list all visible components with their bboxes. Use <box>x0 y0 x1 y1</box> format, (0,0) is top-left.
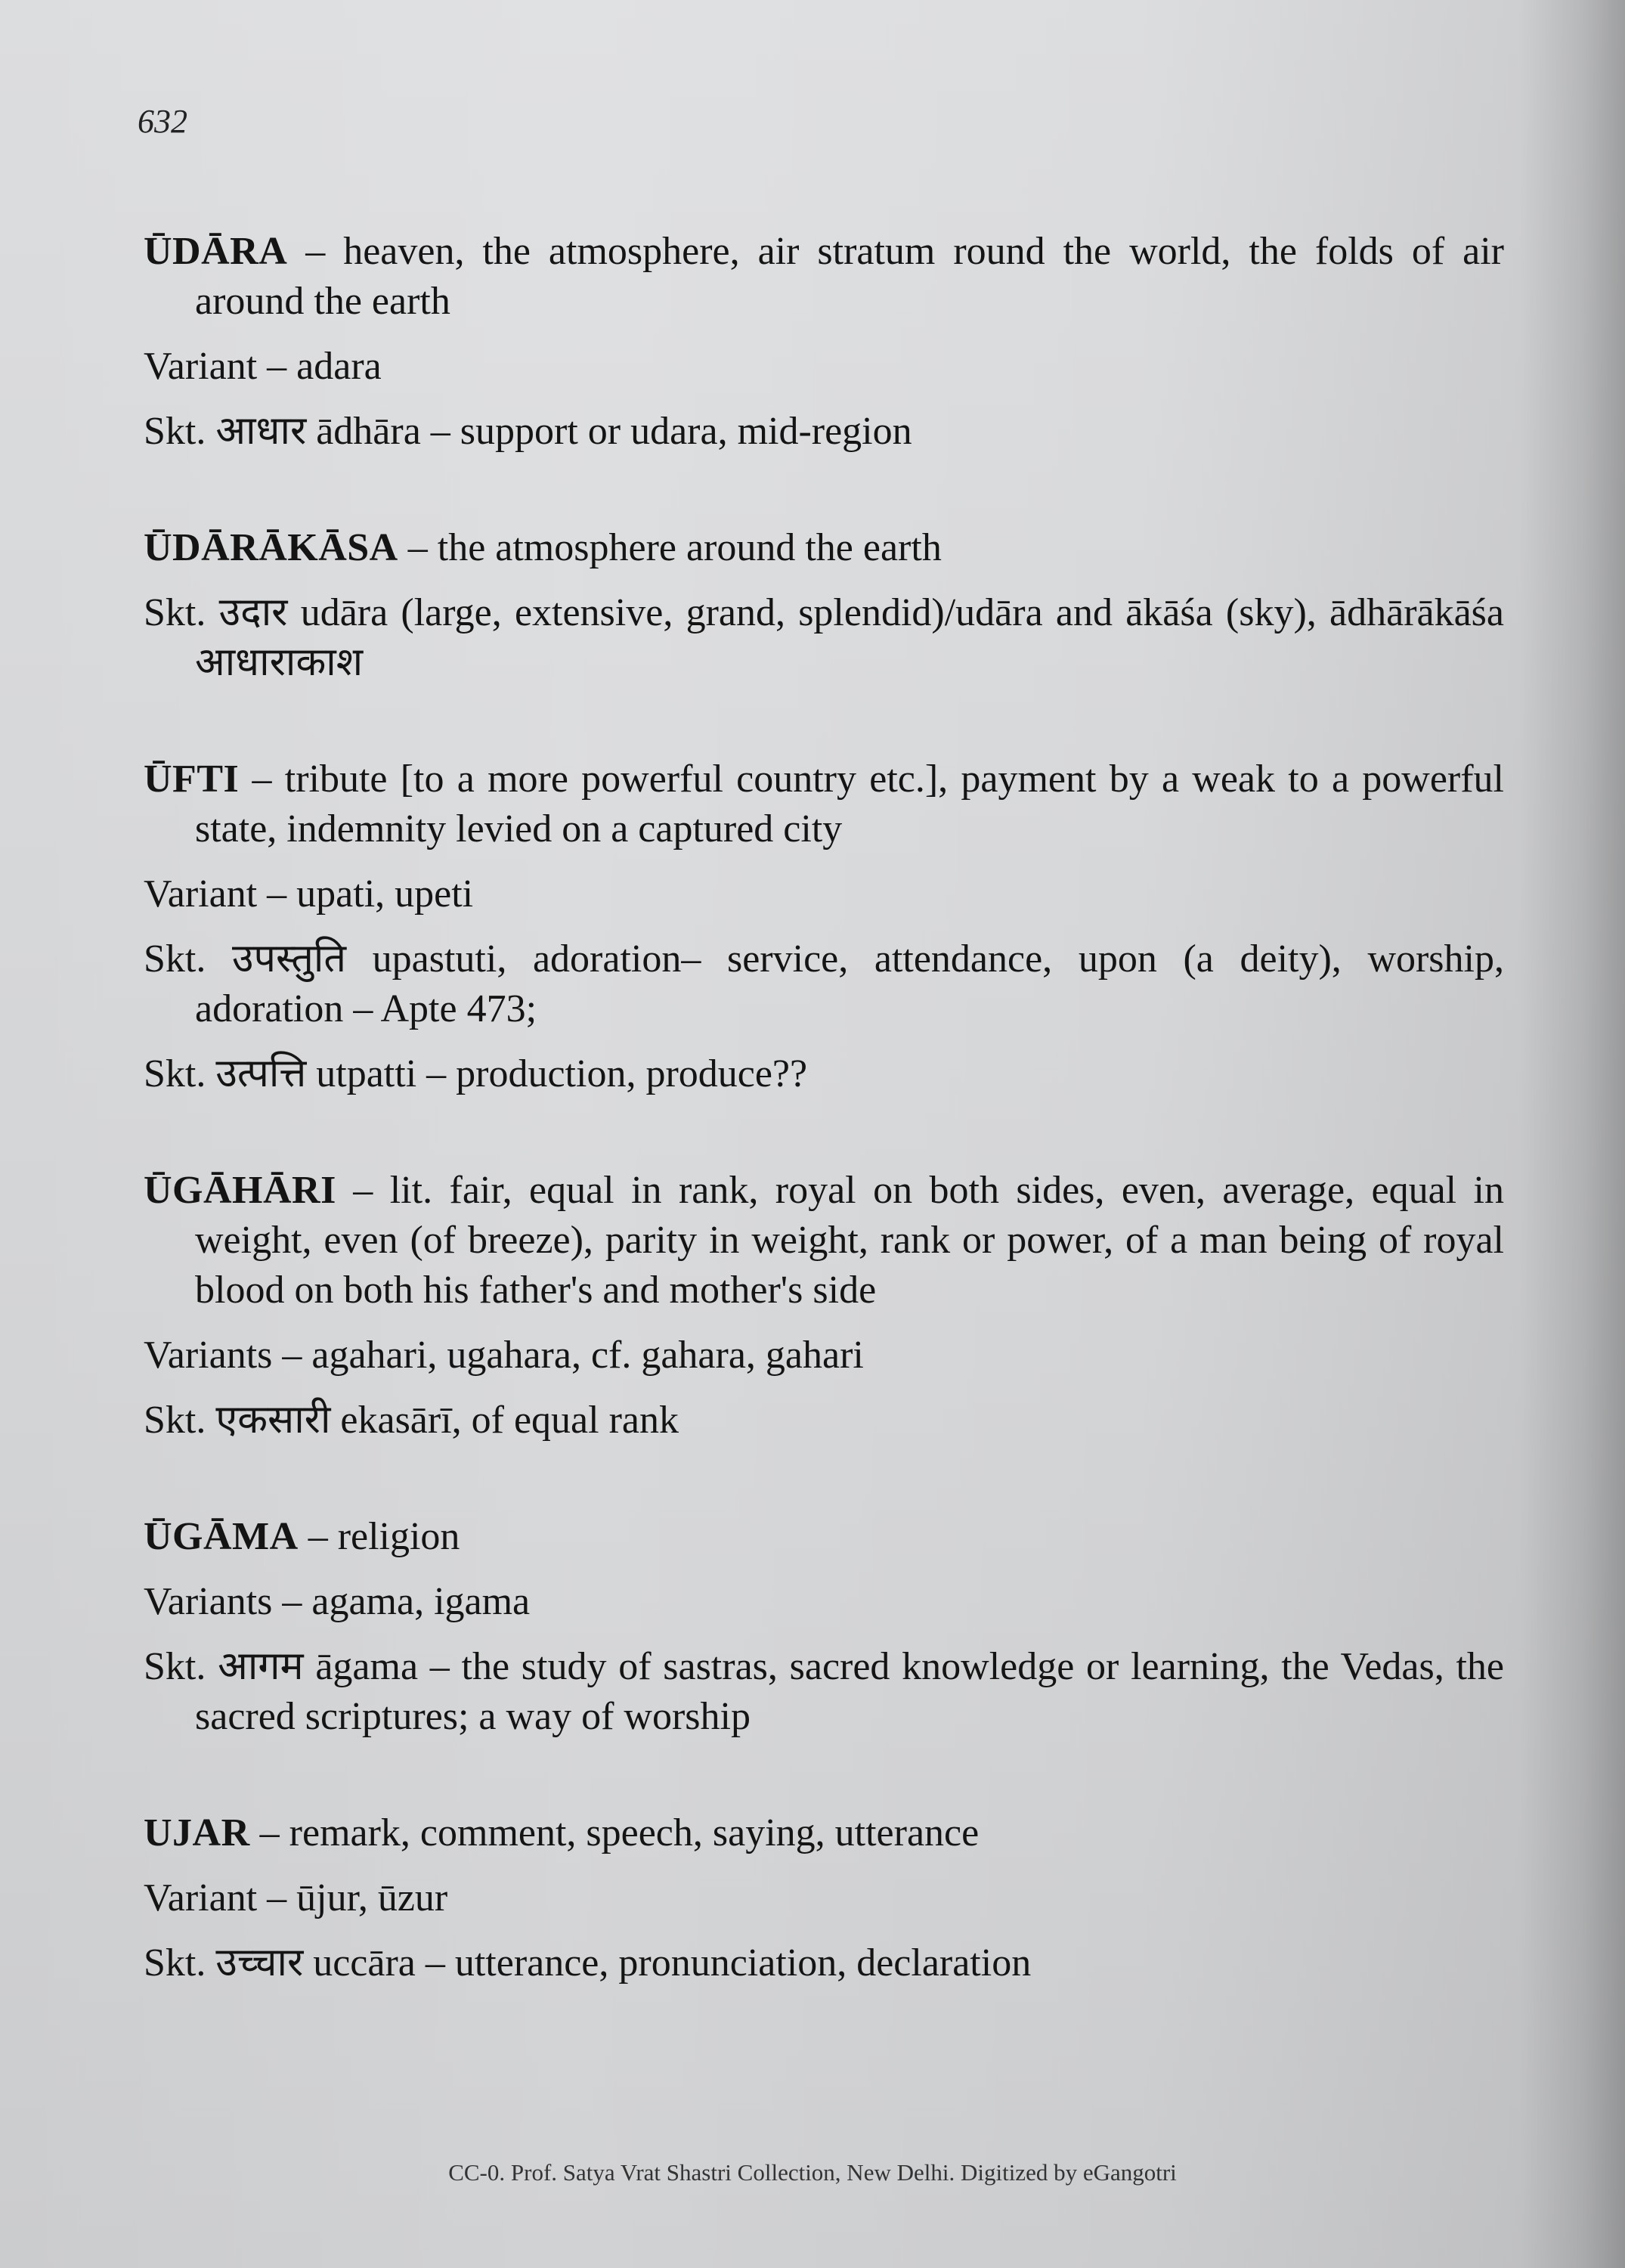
entry-line: Skt. उपस्तुति upastuti, adoration– service, attendance, upon (a deity), worship, adoration – Apte 473; <box>144 937 1504 1030</box>
entry-heading-line <box>144 1166 1504 1315</box>
entry-line: Variant – ūjur, ūzur <box>144 1876 448 1919</box>
dictionary-entry <box>144 1512 1504 1742</box>
dictionary-entry <box>144 754 1504 1099</box>
entry-heading-line <box>144 754 1504 854</box>
entry-line: Variant – upati, upeti <box>144 872 474 916</box>
headword: ŪDĀRĀKĀSA <box>144 526 398 569</box>
entry-line: Variants – agahari, ugahara, cf. gahara, gahari <box>144 1334 864 1377</box>
definition: – the atmosphere around the earth <box>398 526 942 569</box>
dictionary-entry <box>144 523 1504 688</box>
entry-heading-line <box>144 227 1504 327</box>
dictionary-entry <box>144 227 1504 457</box>
entry-line: Skt. उदार udāra (large, extensive, grand, splendid)/udāra and ākāśa (sky), ādhārākāśa आधाराकाश <box>144 591 1504 684</box>
digitization-footer: CC-0. Prof. Satya Vrat Shastri Collection, New Delhi. Digitized by eGangotri <box>448 2159 1177 2186</box>
definition: – lit. fair, equal in rank, royal on both sides, even, average, equal in weight, even (of breeze), parity in weight, rank or power, of a man being of royal blood on both his father's and mother's side <box>195 1169 1504 1312</box>
entry-line: Variants – agama, igama <box>144 1580 531 1623</box>
entry-line: Variant – adara <box>144 345 382 388</box>
definition: – tribute [to a more powerful country etc.], payment by a weak to a powerful state, indemnity levied on a captured city <box>195 758 1504 850</box>
entry-line: Skt. आगम āgama – the study of sastras, sacred knowledge or learning, the Vedas, the sacred scriptures; a way of worship <box>144 1645 1504 1738</box>
page-edge-shadow <box>1519 0 1625 2268</box>
entry-line: Skt. उच्चार uccāra – utterance, pronunciation, declaration <box>144 1941 1032 1984</box>
dictionary-entry <box>144 1808 1504 1988</box>
entry-heading-line <box>144 523 1504 573</box>
entry-line: Skt. उत्पत्ति utpatti – production, produce?? <box>144 1052 808 1095</box>
headword: ŪDĀRA <box>144 230 288 273</box>
headword: UJAR <box>144 1811 250 1854</box>
dictionary-entry <box>144 1166 1504 1445</box>
headword: ŪGĀHĀRI <box>144 1169 336 1212</box>
entry-heading-line <box>144 1808 1504 1858</box>
entry-line: Skt. एकसारी ekasārī, of equal rank <box>144 1399 679 1442</box>
headword: ŪGĀMA <box>144 1515 299 1558</box>
definition: – heaven, the atmosphere, air stratum round the world, the folds of air around the earth <box>195 230 1504 323</box>
dictionary-entries <box>144 227 1504 2055</box>
definition: – remark, comment, speech, saying, utterance <box>249 1811 980 1854</box>
entry-line: Skt. आधार ādhāra – support or udara, mid-region <box>144 410 912 453</box>
page-number: 632 <box>138 103 187 140</box>
definition: – religion <box>298 1515 460 1558</box>
entry-heading-line <box>144 1512 1504 1562</box>
headword: ŪFTI <box>144 758 240 801</box>
